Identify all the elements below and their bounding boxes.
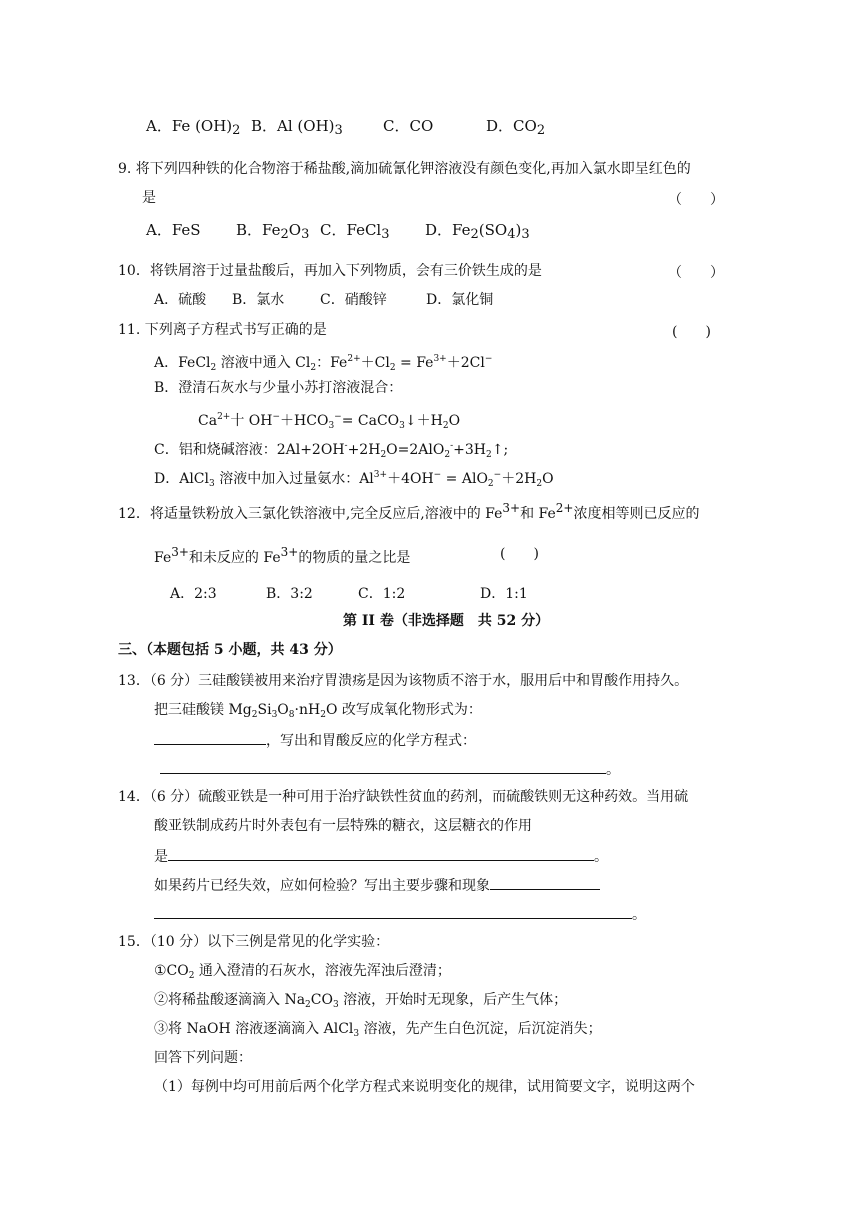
q9-stem-cont: 是 [142,190,156,206]
q15-ask: 回答下列问题： [154,1050,252,1066]
q14-blank-3[interactable] [154,904,632,919]
q9-option-b: B．Fe2O3 [236,221,310,242]
q11-answer-bracket: ( ) [672,324,711,340]
q11-option-b-equation: $Ca^{2+}$十 $OH^-+HCO_3^-=$ $CaCO_3↓+H_2O$ [198,412,461,431]
q13-line4: 。 [160,759,620,779]
q14-blank-2[interactable] [490,875,600,890]
q15-item-3: ③将 NaOH 溶液逐滴滴入 AlCl$_3$ 溶液，先产生白色沉淀，后沉淀消失； [154,1021,602,1039]
q12-answer-bracket: ( ) [500,546,539,562]
q8-option-c: C．CO [383,117,434,135]
q10-stem: 10．将铁屑溶于过量盐酸后，再加入下列物质，会有三价铁生成的是 [118,263,542,279]
q11-stem: 11. 下列离子方程式书写正确的是 [118,322,327,338]
q15-item-1: $①CO_2$ 通入澄清的石灰水，溶液先浑浊后澄清； [154,963,451,981]
q13-blank-1[interactable] [154,730,266,745]
q14-line4: 如果药片已经失效，应如何检验？写出主要步骤和现象 [154,875,600,895]
q14-line5: 。 [154,904,646,924]
q14-line2: 酸亚铁制成药片时外表包有一层特殊的糖衣，这层糖衣的作用 [154,818,532,834]
q15-item-2: ②将稀盐酸逐滴滴入 $Na_2CO_3$ 溶液，开始时无现象，后产生气体； [154,992,568,1010]
q11-option-b: B．澄清石灰水与少量小苏打溶液混合： [154,380,403,396]
q12-option-d: D．1:1 [480,586,528,602]
section-2-title: 第 II 卷（非选择题 共 52 分） [343,613,550,629]
q12-option-b: B．3:2 [266,586,313,602]
q9-option-c: C．FeCl3 [320,221,390,242]
q9-answer-bracket: （ ） [668,192,724,208]
q9-option-a: A．FeS [146,221,201,239]
q14-blank-1[interactable] [168,846,594,861]
q9-stem: 9. 将下列四种铁的化合物溶于稀盐酸,滴加硫氰化钾溶液没有颜色变化,再加入氯水即呈红色的 [118,161,691,177]
part-3-heading: 三、（本题包括 5 小题，共 43 分） [118,642,342,658]
q12-stem-line2: Fe3+和未反应的 Fe3+的物质的量之比是 [154,545,411,566]
q11-option-d: D．AlCl$_3$ 溶液中加入过量氨水：$Al^{3+}+4OH^- = AlO_2^-+2H_2O$ [154,470,554,489]
q8-option-d: D．CO2 [486,117,546,138]
q13-line1: 13．（6 分）三硅酸镁被用来治疗胃溃疡是因为该物质不溶于水，服用后中和胃酸作用持久。 [118,673,689,689]
q12-option-c: C．1:2 [358,586,406,602]
q11-option-c: C．铝和烧碱溶液：$2Al+2OH^-+2H_2O=2AlO_2^-+3H_2↑$; [154,441,509,460]
q10-option-d: D．氯化铜 [426,292,494,308]
q9-option-d: D．Fe2(SO4)3 [425,221,530,242]
q8-option-a: A．Fe (OH)2 [146,117,241,138]
q13-line3: ，写出和胃酸反应的化学方程式： [154,730,476,750]
q15-line1: 15．（10 分）以下三例是常见的化学实验： [118,934,390,950]
q13-blank-2[interactable] [160,759,606,774]
q10-option-b: B．氯水 [232,292,285,308]
q15-sub-1: （1）每例中均可用前后两个化学方程式来说明变化的规律，试用简要文字，说明这两个 [154,1079,695,1095]
q14-line1: 14．（6 分）硫酸亚铁是一种可用于治疗缺铁性贫血的药剂，而硫酸铁则无这种药效。当用硫 [118,789,689,805]
q13-line2: 把三硅酸镁 $Mg_2Si_3O_8\cdot nH_2O$ 改写成氧化物形式为： [154,702,482,720]
q10-option-a: A．硫酸 [154,292,207,308]
q10-option-c: C．硝酸锌 [320,292,387,308]
q12-stem-line1: 12．将适量铁粉放入三氯化铁溶液中,完全反应后,溶液中的 Fe3+和 Fe2+浓度相等则已反应的 [118,501,700,522]
q12-option-a: A．2:3 [170,586,217,602]
q8-option-b: B．Al (OH)3 [251,117,343,138]
q10-answer-bracket: （ ） [668,265,724,281]
q14-line3: 是 。 [154,846,608,866]
q11-option-a: A．FeCl$_2$ 溶液中通入 $Cl_2$：$Fe^{2+}+Cl_2 = Fe^{3+}+2Cl^-$ [154,354,493,373]
